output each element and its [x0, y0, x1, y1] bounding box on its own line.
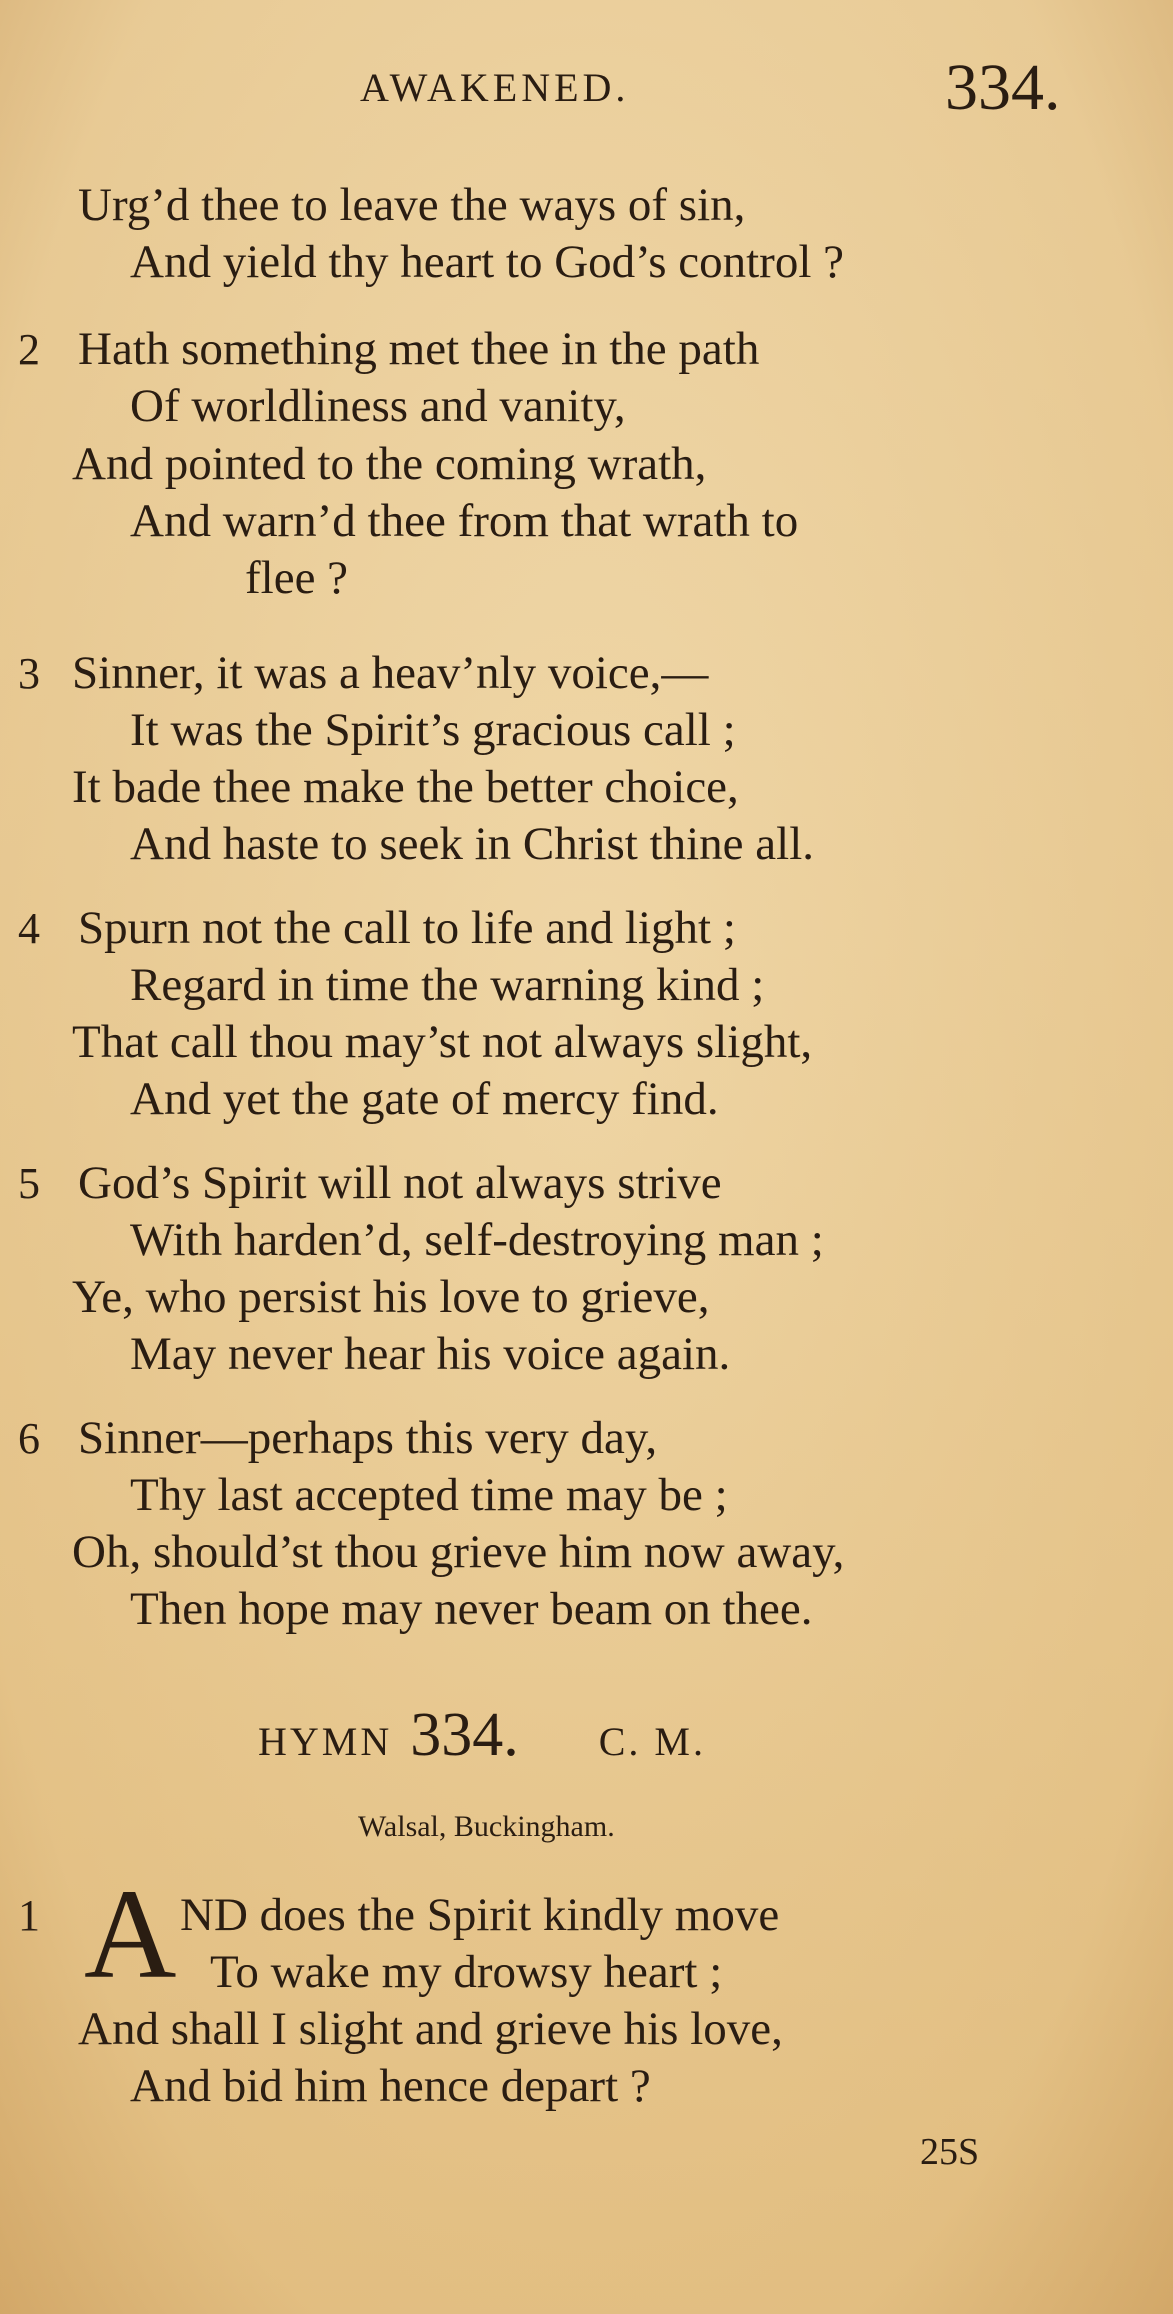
stanza-line: With harden’d, self-destroying man ; — [130, 1214, 824, 1266]
running-head: AWAKENED. — [360, 65, 630, 110]
stanza-line: And pointed to the coming wrath, — [72, 438, 707, 490]
hymn-heading — [258, 1700, 706, 1771]
stanza-line: It was the Spirit’s gracious call ; — [130, 704, 736, 756]
stanza-number: 1 — [18, 1891, 40, 1940]
stanza-line: Sinner, it was a heav’nly voice,— — [72, 647, 709, 699]
stanza-line: Ye, who persist his love to grieve, — [72, 1271, 710, 1323]
signature-mark: 25S — [920, 2131, 980, 2173]
stanza-line: Then hope may never beam on thee. — [130, 1583, 813, 1635]
stanza-line: God’s Spirit will not always strive — [78, 1157, 722, 1209]
stanza-line: Of worldliness and vanity, — [130, 380, 626, 432]
stanza-number: 4 — [18, 904, 40, 953]
stanza-line: Sinner—perhaps this very day, — [78, 1412, 658, 1464]
tune-names: Walsal, Buckingham. — [358, 1810, 615, 1843]
opening-line-2: And yield thy heart to God’s control ? — [130, 236, 844, 288]
stanza-line: Regard in time the warning kind ; — [130, 959, 765, 1011]
stanza-line: Thy last accepted time may be ; — [130, 1469, 728, 1521]
stanza-number: 2 — [18, 325, 40, 374]
stanza-line: And yet the gate of mercy find. — [130, 1073, 719, 1125]
stanza-line: That call thou may’st not always slight, — [72, 1016, 813, 1068]
stanza-line: flee ? — [245, 552, 349, 604]
page-header — [0, 50, 1173, 130]
stanza-number: 5 — [18, 1159, 40, 1208]
stanza-line: And bid him hence depart ? — [130, 2060, 651, 2112]
hymn-word: HYMN — [258, 1719, 393, 1764]
stanza-line: And warn’d thee from that wrath to — [130, 495, 799, 547]
opening-line-1: Urg’d thee to leave the ways of sin, — [78, 179, 746, 231]
hymn-number: 334. — [410, 1701, 519, 1769]
stanza-line: Spurn not the call to life and light ; — [78, 902, 736, 954]
page-number: 334. — [945, 51, 1061, 124]
stanza-line: Oh, should’st thou grieve him now away, — [72, 1526, 845, 1578]
drop-cap: A — [84, 1863, 177, 2005]
stanza-line: And shall I slight and grieve his love, — [78, 2003, 783, 2055]
stanza-line: ND does the Spirit kindly move — [180, 1889, 780, 1941]
stanza-line: To wake my drowsy heart ; — [210, 1946, 723, 1998]
stanza-number: 6 — [18, 1414, 40, 1463]
stanza-line: May never hear his voice again. — [130, 1328, 731, 1380]
hymn-meter: C. M. — [598, 1719, 706, 1764]
stanza-line: It bade thee make the better choice, — [72, 761, 739, 813]
stanza-line: Hath something met thee in the path — [78, 323, 760, 375]
stanza-number: 3 — [18, 649, 40, 698]
stanza-line: And haste to seek in Christ thine all. — [130, 818, 815, 870]
